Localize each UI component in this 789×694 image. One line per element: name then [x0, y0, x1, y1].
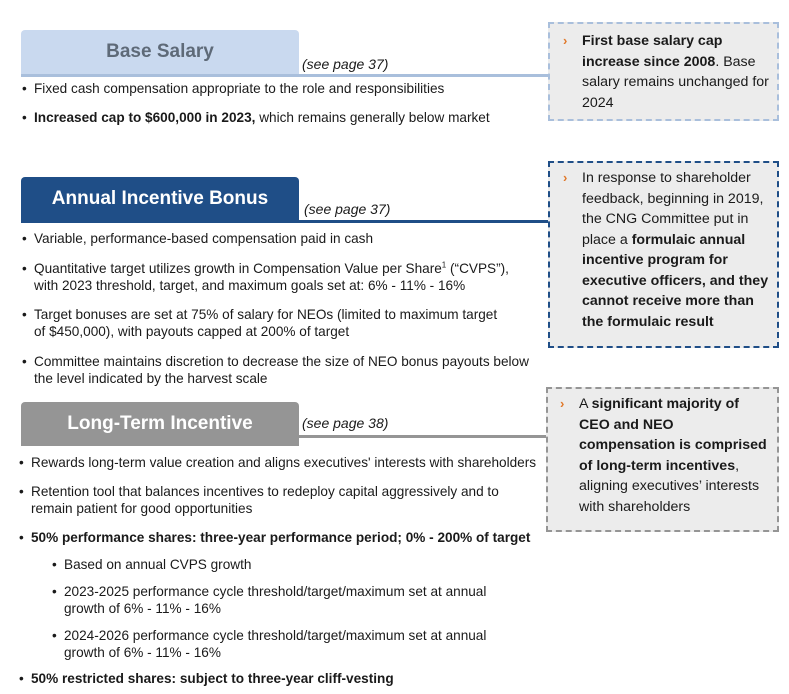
aib-see-page: (see page 37)	[304, 201, 391, 217]
base-salary-see-page: (see page 37)	[302, 56, 389, 72]
chevron-right-icon: ›	[563, 170, 568, 185]
lti-see-page: (see page 38)	[302, 415, 389, 431]
annual-incentive-rule	[21, 220, 551, 223]
annual-incentive-bonus-header: Annual Incentive Bonus	[21, 177, 299, 221]
chevron-right-icon: ›	[560, 396, 565, 411]
callout-long-term-incentive-text: A significant majority of CEO and NEO compensation is comprised of long-term incentives, aligning executives’ interests with shareholders	[579, 396, 767, 515]
callout-base-salary-text: First base salary cap increase since 2008. Base salary remains unchanged for 2024	[582, 33, 769, 111]
aib-bullet-2: • Quantitative target utilizes growth in Compensation Value per Share$^1$ (“CVPS”), with 2023 threshold, target, and maximum goals set at: 6% - 11% - 16%	[22, 260, 509, 293]
lti-bullet-4: • 50% restricted shares: subject to three-year cliff-vesting	[19, 671, 394, 686]
aib-bullet-3: • Target bonuses are set at 75% of salary for NEOs (limited to maximum target of $450,000), with payouts capped at 200% of target	[22, 307, 498, 339]
base-salary-rule	[21, 74, 551, 77]
lti-bullet-3: • 50% performance shares: three-year performance period; 0% - 200% of target	[19, 530, 531, 545]
base-salary-header: Base Salary	[21, 30, 299, 74]
lti-sub-bullet-2: • 2023-2025 performance cycle threshold/target/maximum set at annual growth of 6% - 11% - 16%	[52, 584, 487, 616]
aib-bullet-1: • Variable, performance-based compensation paid in cash	[22, 231, 374, 246]
lti-bullet-1: • Rewards long-term value creation and aligns executives' interests with shareholders	[19, 455, 537, 470]
base-bullet-1: • Fixed cash compensation appropriate to the role and responsibilities	[22, 81, 445, 96]
long-term-incentive-rule	[21, 435, 551, 438]
long-term-incentive-header: Long-Term Incentive	[21, 402, 299, 446]
lti-sub-bullet-1: • Based on annual CVPS growth	[52, 557, 252, 572]
base-bullet-2: • Increased cap to $600,000 in 2023, which remains generally below market	[22, 110, 490, 125]
lti-sub-bullet-3: • 2024-2026 performance cycle threshold/target/maximum set at annual growth of 6% - 11% - 16%	[52, 628, 487, 660]
callout-annual-incentive-text: In response to shareholder feedback, beginning in 2019, the CNG Committee put in place a formulaic annual incentive program for executive officers, and they cannot receive more than the formulaic result	[582, 170, 769, 330]
lti-bullet-2: • Retention tool that balances incentives to redeploy capital aggressively and to remain patient for good opportunities	[19, 484, 499, 516]
chevron-right-icon: ›	[563, 33, 568, 48]
aib-bullet-4: • Committee maintains discretion to decrease the size of NEO bonus payouts below the level indicated by the harvest scale	[22, 354, 529, 386]
